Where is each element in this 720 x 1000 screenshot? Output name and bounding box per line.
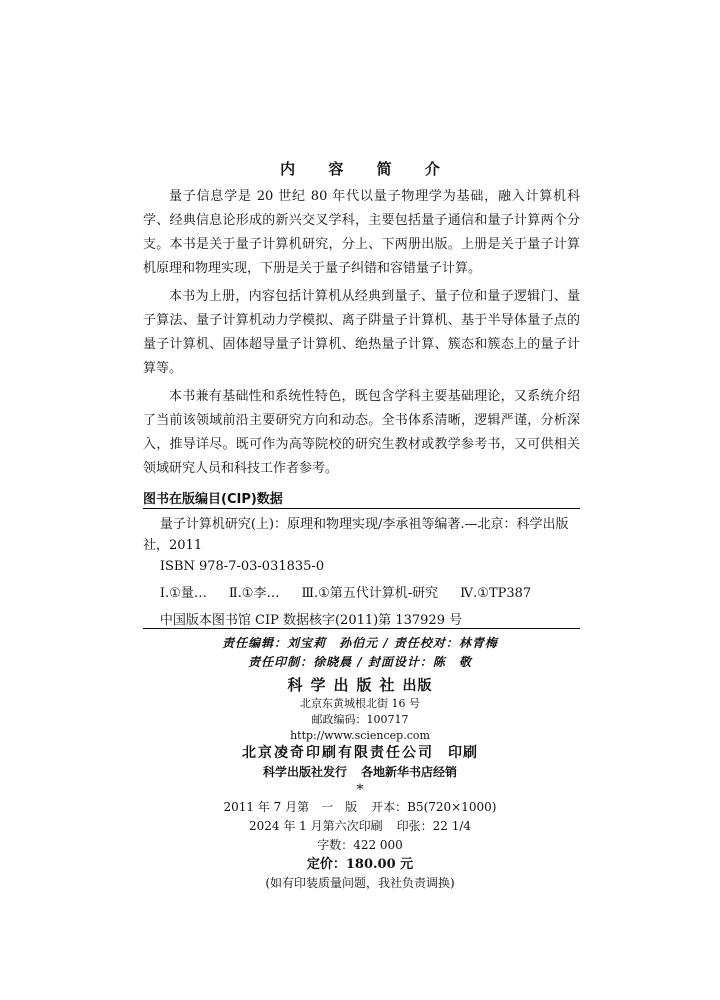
cip-class-1: Ⅰ.①量…: [159, 586, 207, 601]
book-format: 开本：B5(720×1000): [371, 800, 497, 814]
cip-record: 量子计算机研究(上)：原理和物理实现/李承祖等编著.—北京：科学出版社，2011: [143, 517, 569, 553]
edition: 2011 年 7 月第 一 版: [223, 800, 358, 814]
publisher-suffix: 出版: [402, 678, 433, 694]
abstract-paragraph-2: 本书为上册，内容包括计算机从经典到量子、量子位和量子逻辑门、量子算法、量子计算机动力学模拟、离子阱量子计算机、基于半导体量子点的量子计算机、固体超导量子计算机、绝热量子计算、簇态和簇态上的量子计算等。: [143, 289, 580, 376]
distribution-line: [0, 763, 720, 782]
cip-class-3: Ⅲ.①第五代计算机-研究: [301, 586, 439, 601]
separator-asterisk: *: [356, 782, 364, 798]
word-count: 字数：422 000: [317, 838, 403, 852]
printed-sheets: 印张：22 1/4: [396, 819, 472, 833]
editors-line-2: 责任印制：徐晓晨 / 封面设计：陈 敬: [248, 655, 472, 669]
cip-top-rule: [143, 508, 580, 509]
publisher-logotype: 科学出版社: [287, 676, 403, 694]
edition-line: [0, 798, 720, 817]
abstract-body: [143, 185, 580, 485]
cip-classification: [143, 583, 580, 604]
printing-line: [0, 817, 720, 836]
cip-class-2: Ⅱ.①李…: [228, 586, 280, 601]
cip-number: 中国版本图书馆 CIP 数据核字(2011)第 137929 号: [159, 613, 463, 628]
abstract-paragraph-3: 本书兼有基础性和系统性特色，既包含学科主要基础理论，又系统介绍了当前该领域前沿主要研究方向和动态。全书体系清晰，逻辑严谨，分析深入，推导详尽。既可作为高等院校的研究生教材或教学参考书，又可供相关领域研究人员和科技工作者参考。: [143, 389, 580, 476]
price: 定价：180.00 元: [306, 857, 414, 872]
publisher-address: 北京东黄城根北街 16 号: [300, 697, 420, 710]
abstract-paragraph-1: 量子信息学是 20 世纪 80 年代以量子物理学为基础，融入计算机科学、经典信息论形成的新兴交叉学科，主要包括量子通信和量子计算两个分支。本书是关于量子计算机研究，分上、下两册出版。上册是关于量子计算机原理和物理实现，下册是关于量子纠错和容错量子计算。: [143, 189, 580, 276]
cip-class-4: Ⅳ.①TP387: [460, 586, 532, 601]
publisher-postcode: 邮政编码：100717: [311, 713, 409, 726]
abstract-title: 内 容 简 介: [280, 160, 454, 178]
imprint-block: [0, 634, 720, 893]
printer-line: [0, 744, 720, 763]
cip-isbn: ISBN 978-7-03-031835-0: [159, 559, 325, 574]
printer-suffix: 印刷: [448, 745, 478, 761]
publisher-website: http://www.sciencep.com: [290, 729, 430, 742]
cip-heading: 图书在版编目(CIP)数据: [143, 492, 283, 507]
printer-logotype: 北京凌奇印刷有限责任公司: [242, 745, 434, 761]
printing: 2024 年 1 月第六次印刷: [248, 819, 383, 833]
distribution-right: 各地新华书店经销: [361, 765, 458, 779]
distribution-left: 科学出版社发行: [262, 765, 347, 779]
cip-bottom-rule: [143, 628, 580, 629]
editors-line-1: 责任编辑：刘宝莉 孙伯元 / 责任校对：林青梅: [222, 636, 498, 650]
quality-notice: (如有印装质量问题，我社负责调换): [265, 876, 455, 890]
cip-block: [143, 514, 580, 631]
publisher-line: [0, 676, 720, 696]
